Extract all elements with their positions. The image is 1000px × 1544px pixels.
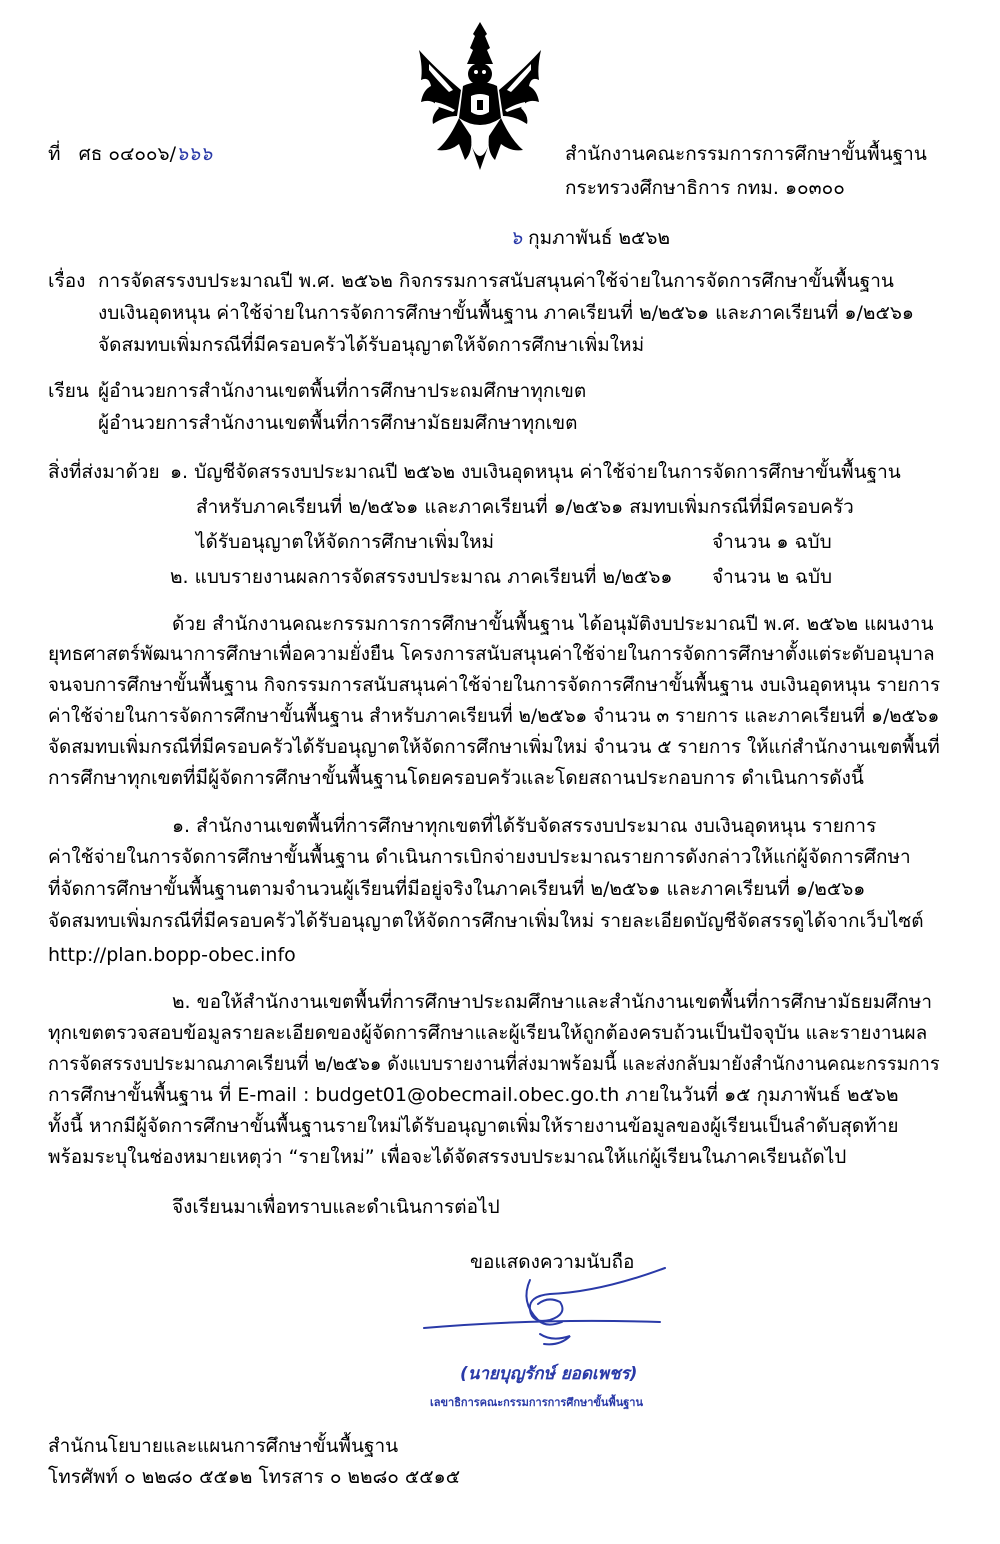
body-line: การจัดสรรงบประมาณภาคเรียนที่ ๒/๒๕๖๑ ดังแบบรายงานที่ส่งมาพร้อมนี้ และส่งกลับมายังสำนักงานคณะกรรมการ: [48, 1053, 940, 1075]
subject-line: การจัดสรรงบประมาณปี พ.ศ. ๒๕๖๒ กิจกรรมการสนับสนุนค่าใช้จ่ายในการจัดการศึกษาขั้นพื้นฐาน: [98, 270, 894, 292]
body-line: การศึกษาทุกเขตที่มีผู้จัดการศึกษาขั้นพื้นฐานโดยครอบครัวและโดยสถานประกอบการ ดำเนินการดังนี้: [48, 767, 864, 789]
ref-number-handwritten: ๖๖๖: [176, 143, 213, 165]
enclosure-item: ๒. แบบรายงานผลการจัดสรรงบประมาณ ภาคเรียนที่ ๒/๒๕๖๑: [170, 566, 673, 588]
body-line: จัดสมทบเพิ่มกรณีที่มีครอบครัวได้รับอนุญาตให้จัดการศึกษาเพิ่มใหม่ จำนวน ๕ รายการ ให้แก่สำนักงานเขตพื้นที่: [48, 736, 940, 758]
date-month-year: กุมภาพันธ์ ๒๕๖๒: [528, 227, 670, 249]
reference-number: [48, 141, 212, 167]
recipient-line: ผู้อำนวยการสำนักงานเขตพื้นที่การศึกษาประถมศึกษาทุกเขต: [98, 380, 587, 402]
subject-line: งบเงินอุดหนุน ค่าใช้จ่ายในการจัดการศึกษาขั้นพื้นฐาน ภาคเรียนที่ ๒/๒๕๖๑ และภาคเรียนที่ ๑/๒๕๖๑: [98, 302, 914, 324]
recipient-line: ผู้อำนวยการสำนักงานเขตพื้นที่การศึกษามัธยมศึกษาทุกเขต: [98, 412, 578, 434]
salutation: ขอแสดงความนับถือ: [470, 1251, 635, 1273]
body-line: ทั้งนี้ หากมีผู้จัดการศึกษาขั้นพื้นฐานรายใหม่ได้รับอนุญาตเพิ่มให้รายงานข้อมูลของผู้เรียนเป็นลำดับสุดท้าย: [48, 1115, 899, 1137]
signatory-title: เลขาธิการคณะกรรมการการศึกษาขั้นพื้นฐาน: [430, 1396, 643, 1409]
date-day-handwritten: ๖: [510, 227, 523, 249]
body-line: พร้อมระบุในช่องหมายเหตุว่า “รายใหม่” เพื่อจะได้จัดสรรงบประมาณให้แก่ผู้เรียนในภาคเรียนถัดไป: [48, 1146, 847, 1168]
recipient-label: เรียน: [48, 380, 89, 402]
body-line-email: การศึกษาขั้นพื้นฐาน ที่ E-mail : budget01@obecmail.obec.go.th ภายในวันที่ ๑๕ กุมภาพันธ์ ๒๕๖๒: [48, 1084, 899, 1106]
agency-address: กระทรวงศึกษาธิการ กทม. ๑๐๓๐๐: [565, 177, 845, 199]
body-line: จัดสมทบเพิ่มกรณีที่มีครอบครัวได้รับอนุญาตให้จัดการศึกษาเพิ่มใหม่ รายละเอียดบัญชีจัดสรรดูได้จากเว็บไซต์: [48, 910, 924, 932]
body-line: จนจบการศึกษาขั้นพื้นฐาน กิจกรรมการสนับสนุนค่าใช้จ่ายในการจัดการศึกษาขั้นพื้นฐาน งบเงินอุดหนุน รายการ: [48, 674, 941, 696]
signature-scribble-icon: [420, 1262, 670, 1352]
footer-office: สำนักนโยบายและแผนการศึกษาขั้นพื้นฐาน: [48, 1435, 399, 1457]
body-line: ๑. สำนักงานเขตพื้นที่การศึกษาทุกเขตที่ได้รับจัดสรรงบประมาณ งบเงินอุดหนุน รายการ: [172, 815, 877, 837]
enclosure-qty: จำนวน ๑ ฉบับ: [712, 531, 832, 553]
closing-line: จึงเรียนมาเพื่อทราบและดำเนินการต่อไป: [172, 1196, 500, 1218]
enclosure-item-cont: สำหรับภาคเรียนที่ ๒/๒๕๖๑ และภาคเรียนที่ ๑/๒๕๖๑ สมทบเพิ่มกรณีที่มีครอบครัว: [196, 496, 854, 518]
signatory-name: (นายบุญรักษ์ ยอดเพชร): [460, 1364, 638, 1384]
body-line: ค่าใช้จ่ายในการจัดการศึกษาขั้นพื้นฐาน สำหรับภาคเรียนที่ ๒/๒๕๖๑ จำนวน ๓ รายการ และภาคเรียนที่ ๑/๒๕๖๑: [48, 705, 940, 727]
body-line: ทุกเขตตรวจสอบข้อมูลรายละเอียดของผู้จัดการศึกษาและผู้เรียนให้ถูกต้องครบถ้วนเป็นปัจจุบัน และรายงานผล: [48, 1022, 928, 1044]
garuda-emblem-icon: [415, 20, 545, 180]
enclosure-item: ๑. บัญชีจัดสรรงบประมาณปี ๒๕๖๒ งบเงินอุดหนุน ค่าใช้จ่ายในการจัดการศึกษาขั้นพื้นฐาน: [170, 461, 901, 483]
ref-prefix: ศธ ๐๔๐๐๖/: [78, 143, 176, 165]
agency-name: สำนักงานคณะกรรมการการศึกษาขั้นพื้นฐาน: [565, 143, 927, 165]
subject-line: จัดสมทบเพิ่มกรณีที่มีครอบครัวได้รับอนุญาตให้จัดการศึกษาเพิ่มใหม่: [98, 334, 645, 356]
body-line: ค่าใช้จ่ายในการจัดการศึกษาขั้นพื้นฐาน ดำเนินการเบิกจ่ายงบประมาณรายการดังกล่าวให้แก่ผู้จัดการศึกษา: [48, 846, 911, 868]
enclosure-qty: จำนวน ๒ ฉบับ: [712, 566, 833, 588]
ref-label: ที่: [48, 143, 61, 165]
website-link[interactable]: http://plan.bopp-obec.info: [48, 944, 296, 966]
body-line: ที่จัดการศึกษาขั้นพื้นฐานตามจำนวนผู้เรียนที่มีอยู่จริงในภาคเรียนที่ ๒/๒๕๖๑ และภาคเรียนที่ ๑/๒๕๖๑: [48, 878, 866, 900]
body-line: ด้วย สำนักงานคณะกรรมการการศึกษาขั้นพื้นฐาน ได้อนุมัติงบประมาณปี พ.ศ. ๒๕๖๒ แผนงาน: [172, 613, 934, 635]
enclosure-item-cont: ได้รับอนุญาตให้จัดการศึกษาเพิ่มใหม่: [196, 531, 495, 553]
body-line: ๒. ขอให้สำนักงานเขตพื้นที่การศึกษาประถมศึกษาและสำนักงานเขตพื้นที่การศึกษามัธยมศึกษา: [172, 991, 933, 1013]
document-date: [510, 225, 670, 251]
body-line: ยุทธศาสตร์พัฒนาการศึกษาเพื่อความยั่งยืน โครงการสนับสนุนค่าใช้จ่ายในการจัดการศึกษาตั้งแต่ระดับอนุบาล: [48, 643, 935, 665]
footer-phone: โทรศัพท์ ๐ ๒๒๘๐ ๕๕๑๒ โทรสาร ๐ ๒๒๘๐ ๕๕๑๕: [48, 1466, 461, 1488]
subject-label: เรื่อง: [48, 270, 86, 292]
enclosures-label: สิ่งที่ส่งมาด้วย: [48, 461, 160, 483]
